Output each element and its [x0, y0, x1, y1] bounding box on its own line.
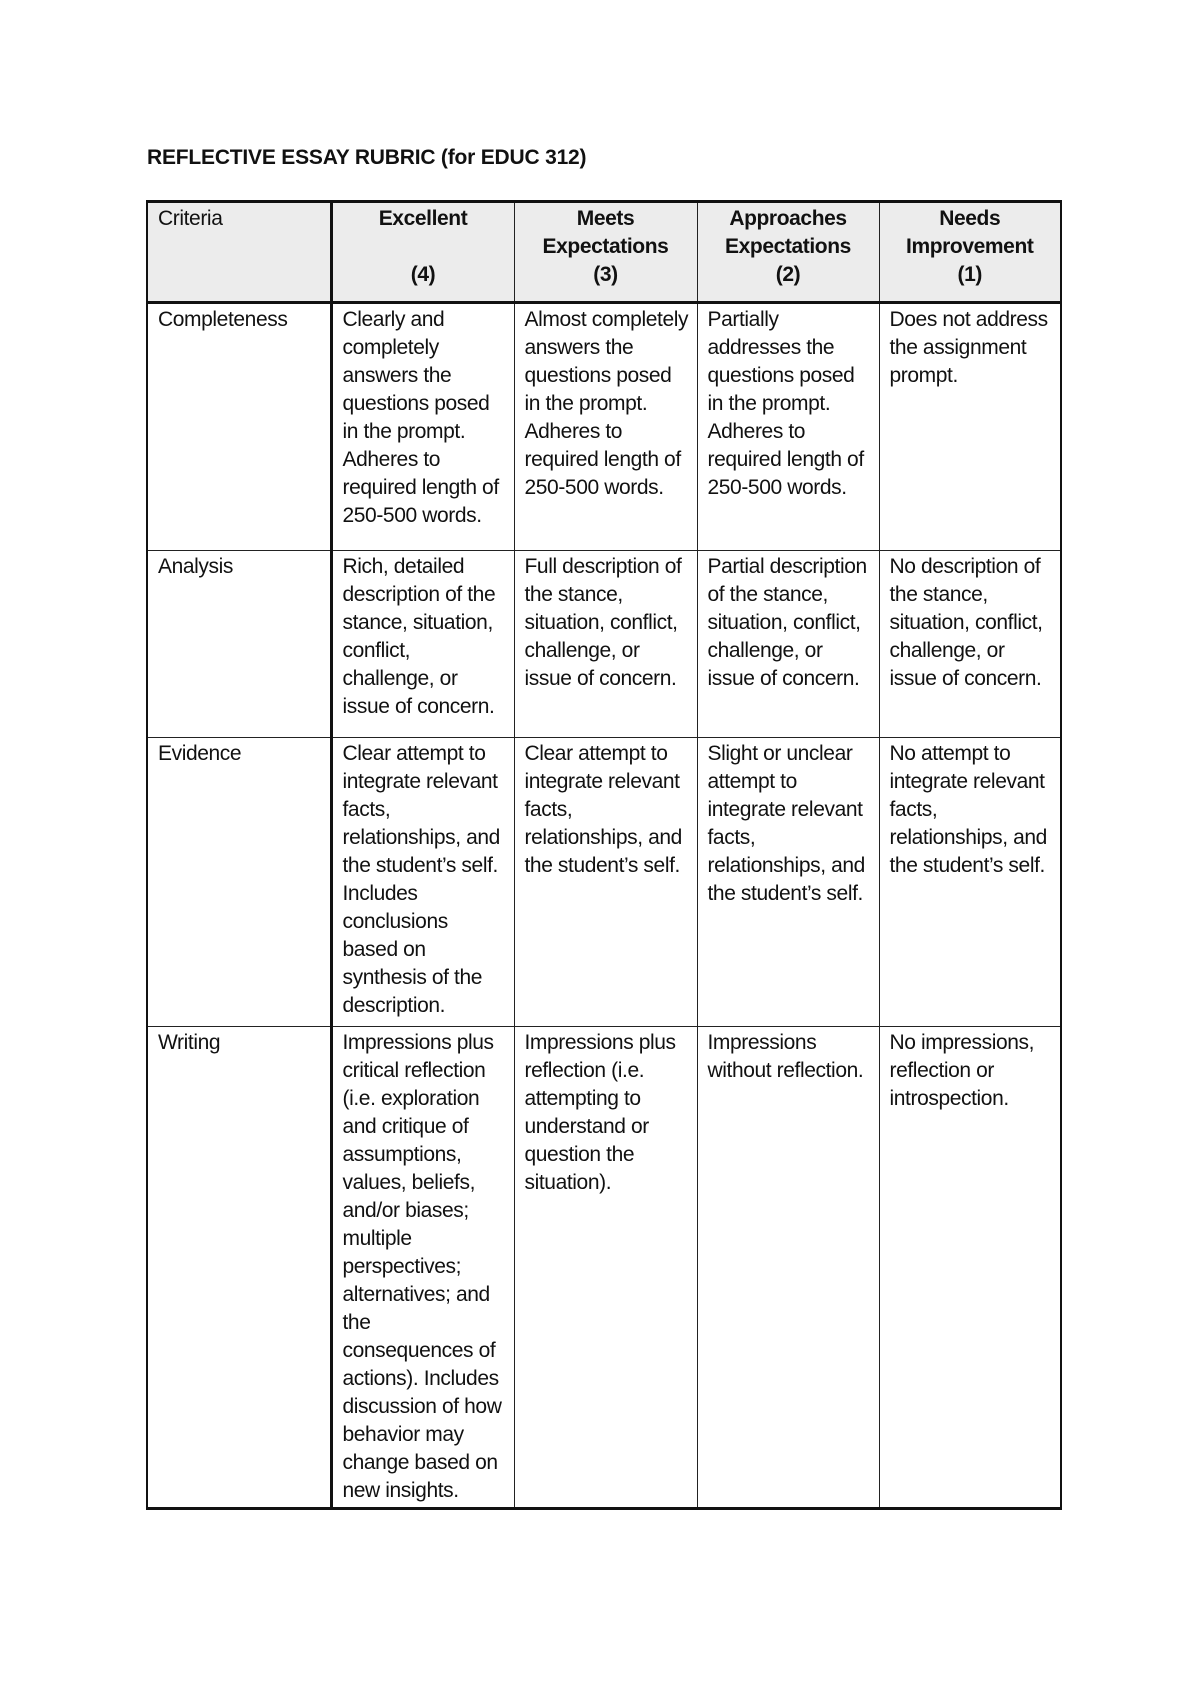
header-row	[147, 202, 1061, 303]
level-name: Approaches Expectations	[725, 207, 851, 258]
level-score: (3)	[593, 263, 618, 286]
rubric-row-writing	[147, 1027, 1061, 1509]
rubric-cell: Impressions plus critical reflection (i.e. exploration and critique of assumptions, values, beliefs, and/or biases; multiple perspectives; alternatives; and the consequences of actions). Includes discussion of how behavior may change based on new insights.	[331, 1027, 514, 1509]
level-name: Meets Expectations	[542, 207, 669, 258]
criteria-header: Criteria	[147, 202, 331, 303]
rubric-row-evidence	[147, 738, 1061, 1027]
rubric-cell: Partial description of the stance, situation, conflict, challenge, or issue of concern.	[697, 551, 879, 738]
rubric-cell: Rich, detailed description of the stance, situation, conflict, challenge, or issue of concern.	[331, 551, 514, 738]
rubric-cell: No attempt to integrate relevant facts, relationships, and the student’s self.	[879, 738, 1061, 1027]
rubric-cell: Clearly and completely answers the questions posed in the prompt. Adheres to required length of 250-500 words.	[331, 303, 514, 551]
level-header-meets-expectations	[514, 202, 697, 303]
criterion-label: Completeness	[147, 303, 331, 551]
level-header-needs-improvement	[879, 202, 1061, 303]
rubric-cell: No description of the stance, situation, conflict, challenge, or issue of concern.	[879, 551, 1061, 738]
rubric-cell: Full description of the stance, situation, conflict, challenge, or issue of concern.	[514, 551, 697, 738]
rubric-cell: Partially addresses the questions posed in the prompt. Adheres to required length of 250-500 words.	[697, 303, 879, 551]
criterion-label: Evidence	[147, 738, 331, 1027]
rubric-cell: Clear attempt to integrate relevant facts, relationships, and the student’s self.	[514, 738, 697, 1027]
rubric-row-analysis	[147, 551, 1061, 738]
level-header-approaches-expectations	[697, 202, 879, 303]
rubric-cell: Clear attempt to integrate relevant facts, relationships, and the student’s self. Includes conclusions based on synthesis of the description.	[331, 738, 514, 1027]
rubric-cell: Almost completely answers the questions posed in the prompt. Adheres to required length of 250-500 words.	[514, 303, 697, 551]
rubric-table	[146, 200, 1062, 1510]
level-score: (4)	[410, 263, 436, 286]
level-score: (2)	[775, 263, 801, 286]
page-title: REFLECTIVE ESSAY RUBRIC (for EDUC 312)	[147, 146, 587, 169]
level-name: Excellent	[378, 207, 468, 230]
rubric-cell: Slight or unclear attempt to integrate relevant facts, relationships, and the student’s self.	[697, 738, 879, 1027]
rubric-cell: Does not address the assignment prompt.	[879, 303, 1061, 551]
criterion-label: Analysis	[147, 551, 331, 738]
rubric-cell: Impressions plus reflection (i.e. attempting to understand or question the situation).	[514, 1027, 697, 1509]
rubric-cell: No impressions, reflection or introspection.	[879, 1027, 1061, 1509]
rubric-row-completeness	[147, 303, 1061, 551]
criterion-label: Writing	[147, 1027, 331, 1509]
level-header-excellent	[331, 202, 514, 303]
rubric-cell: Impressions without reflection.	[697, 1027, 879, 1509]
level-score: (1)	[957, 263, 982, 286]
level-name: Needs Improvement	[906, 207, 1034, 258]
